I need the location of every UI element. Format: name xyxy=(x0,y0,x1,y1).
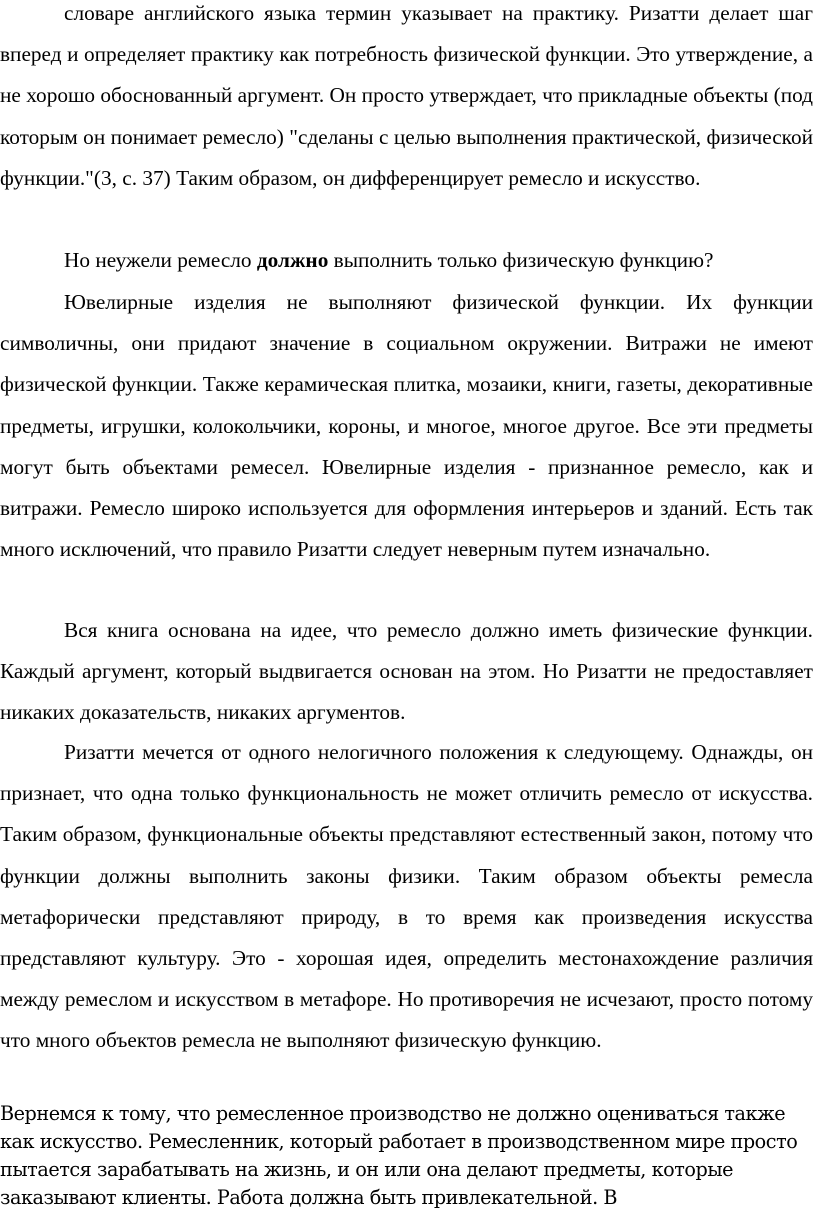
paragraph-craft-production: Вернемся к тому, что ремесленное производство не должно оцениваться также как искусство. Ремесленник, который работает в производственном мире просто пытается зарабатывать на жизнь, и он или она делают предметы, которые заказывают клиенты. Работа должна быть привлекательной. В xyxy=(0,1102,798,1209)
question-text-before: Но неужели ремесло xyxy=(64,248,257,272)
question-text-after: выполнить только физическую функцию? xyxy=(328,248,714,272)
paragraph-question xyxy=(0,240,813,281)
paragraph-illogical-positions: Ризатти мечется от одного нелогичного положения к следующему. Однажды, он признает, что одна только функциональность не может отличить ремесло от искусства. Таким образом, функциональные объекты представляют естественный закон, потому что функции должны выполнить законы физики. Таким образом объекты ремесла метафорически представляют природу, в то время как произведения искусства представляют культуру. Это - хорошая идея, определить местонахождение различия между ремеслом и искусством в метафоре. Но противоречия не исчезают, просто потому что много объектов ремесла не выполняют физическую функцию. xyxy=(0,740,813,1053)
question-emphasis: должно xyxy=(256,248,329,272)
paragraph-jewelry-examples: Ювелирные изделия не выполняют физической функции. Их функции символичны, они придают значение в социальном окружении. Витражи не имеют физической функции. Также керамическая плитка, мозаики, книги, газеты, декоративные предметы, игрушки, колокольчики, короны, и многое, многое другое. Все эти предметы могут быть объектами ремесел. Ювелирные изделия - признанное ремесло, как и витражи. Ремесло широко используется для оформления интерьеров и зданий. Есть так много исключений, что правило Ризатти следует неверным путем изначально. xyxy=(0,290,813,562)
paragraph-rizatti-definition: словаре английского языка термин указывает на практику. Ризатти делает шаг вперед и определяет практику как потребность физической функции. Это утверждение, а не хорошо обоснованный аргумент. Он просто утверждает, что прикладные объекты (под которым он понимает ремесло) "сделаны с целью выполнения практической, физической функции."(3, с. 37) Таким образом, он дифференцирует ремесло и искусство. xyxy=(0,1,813,190)
paragraph-book-premise: Вся книга основана на идее, что ремесло должно иметь физические функции. Каждый аргумент, который выдвигается основан на этом. Но Ризатти не предоставляет никаких доказательств, никаких аргументов. xyxy=(0,618,813,725)
